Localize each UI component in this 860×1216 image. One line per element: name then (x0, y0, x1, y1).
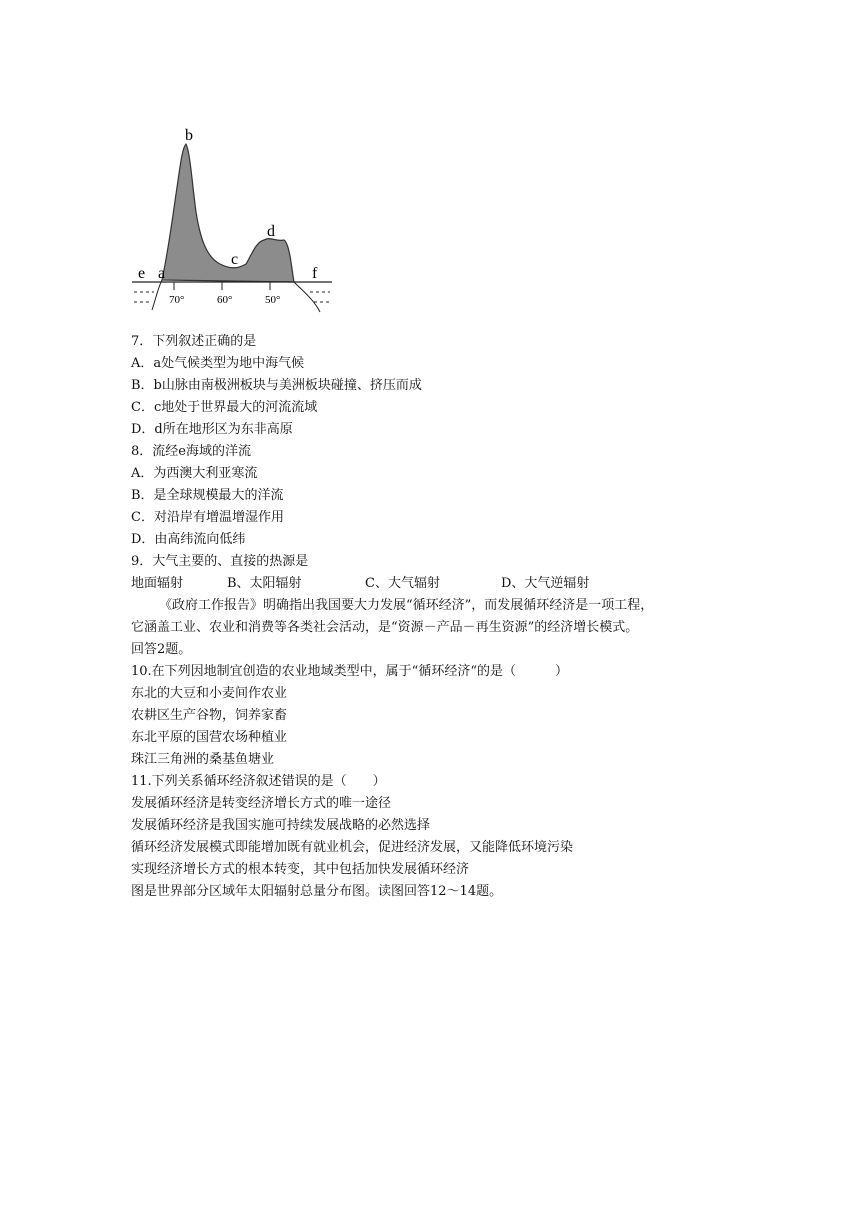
label-b: b (185, 127, 193, 144)
q11-option-3: 循环经济发展模式即能增加既有就业机会，促进经济发展，又能降低环境污染 (131, 840, 574, 855)
q9-options-row (131, 573, 771, 595)
closing-instruction: 图是世界部分区域年太阳辐射总量分布图。读图回答12～14题。 (131, 884, 503, 899)
label-a: a (158, 265, 166, 282)
q8-option-d: D．由高纬流向低纬 (131, 532, 246, 547)
q8-stem: 8．流经e海域的洋流 (131, 444, 251, 459)
label-e: e (138, 265, 146, 282)
q7-option-c: C．c地处于世界最大的河流流域 (131, 400, 318, 415)
q10-option-3: 东北平原的国营农场种植业 (131, 730, 288, 745)
left-coast-line (152, 280, 162, 310)
q10-option-1: 东北的大豆和小麦间作农业 (131, 686, 288, 701)
label-f: f (312, 265, 318, 282)
passage-line-3: 回答2题。 (131, 642, 192, 657)
label-d: d (267, 223, 275, 240)
q10-option-4: 珠江三角洲的桑基鱼塘业 (131, 752, 275, 767)
q7-option-b: B．b山脉由南极洲板块与美洲板块碰撞、挤压而成 (131, 378, 422, 393)
q7-stem: 7．下列叙述正确的是 (131, 334, 257, 349)
tick-label-50: 50° (265, 294, 281, 306)
tick-label-70: 70° (169, 294, 185, 306)
q8-option-c: C．对沿岸有增温增湿作用 (131, 510, 284, 525)
terrain-profile-figure (128, 122, 340, 318)
q9-option-b: B、太阳辐射 (227, 576, 302, 591)
q10-stem: 10.在下列因地制宜创造的农业地域类型中，属于“循环经济“的是（ ） (131, 664, 568, 679)
q8-option-b: B．是全球规模最大的洋流 (131, 488, 284, 503)
q9-option-d: D、大气逆辐射 (501, 576, 590, 591)
right-coast-line (294, 282, 320, 312)
q11-option-4: 实现经济增长方式的根本转变，其中包括加快发展循环经济 (131, 862, 470, 877)
q8-option-a: A．为西澳大利亚寒流 (131, 466, 258, 481)
q7-option-d: D．d所在地形区为东非高原 (131, 422, 293, 437)
q9-stem: 9．大气主要的、直接的热源是 (131, 554, 309, 569)
q9-option-a: 地面辐射 (131, 576, 184, 591)
q11-option-2: 发展循环经济是我国实施可持续发展战略的必然选择 (131, 818, 431, 833)
terrain-profile-shape (162, 144, 294, 282)
q11-option-1: 发展循环经济是转变经济增长方式的唯一途径 (131, 796, 392, 811)
question-text-block (131, 331, 771, 903)
label-c: c (231, 251, 239, 268)
q7-option-a: A．a处气候类型为地中海气候 (131, 356, 305, 371)
passage-line-2: 它涵盖工业、农业和消费等各类社会活动，是“资源－产品－再生资源”的经济增长模式。 (131, 620, 639, 635)
q9-option-c: C、大气辐射 (365, 576, 440, 591)
q10-option-2: 农耕区生产谷物，饲养家畜 (131, 708, 288, 723)
passage-line-1: 《政府工作报告》明确指出我国要大力发展“循环经济”，而发展循环经济是一项工程， (159, 598, 654, 613)
tick-label-60: 60° (217, 294, 233, 306)
q11-stem: 11.下列关系循环经济叙述错误的是（ ） (131, 774, 386, 789)
